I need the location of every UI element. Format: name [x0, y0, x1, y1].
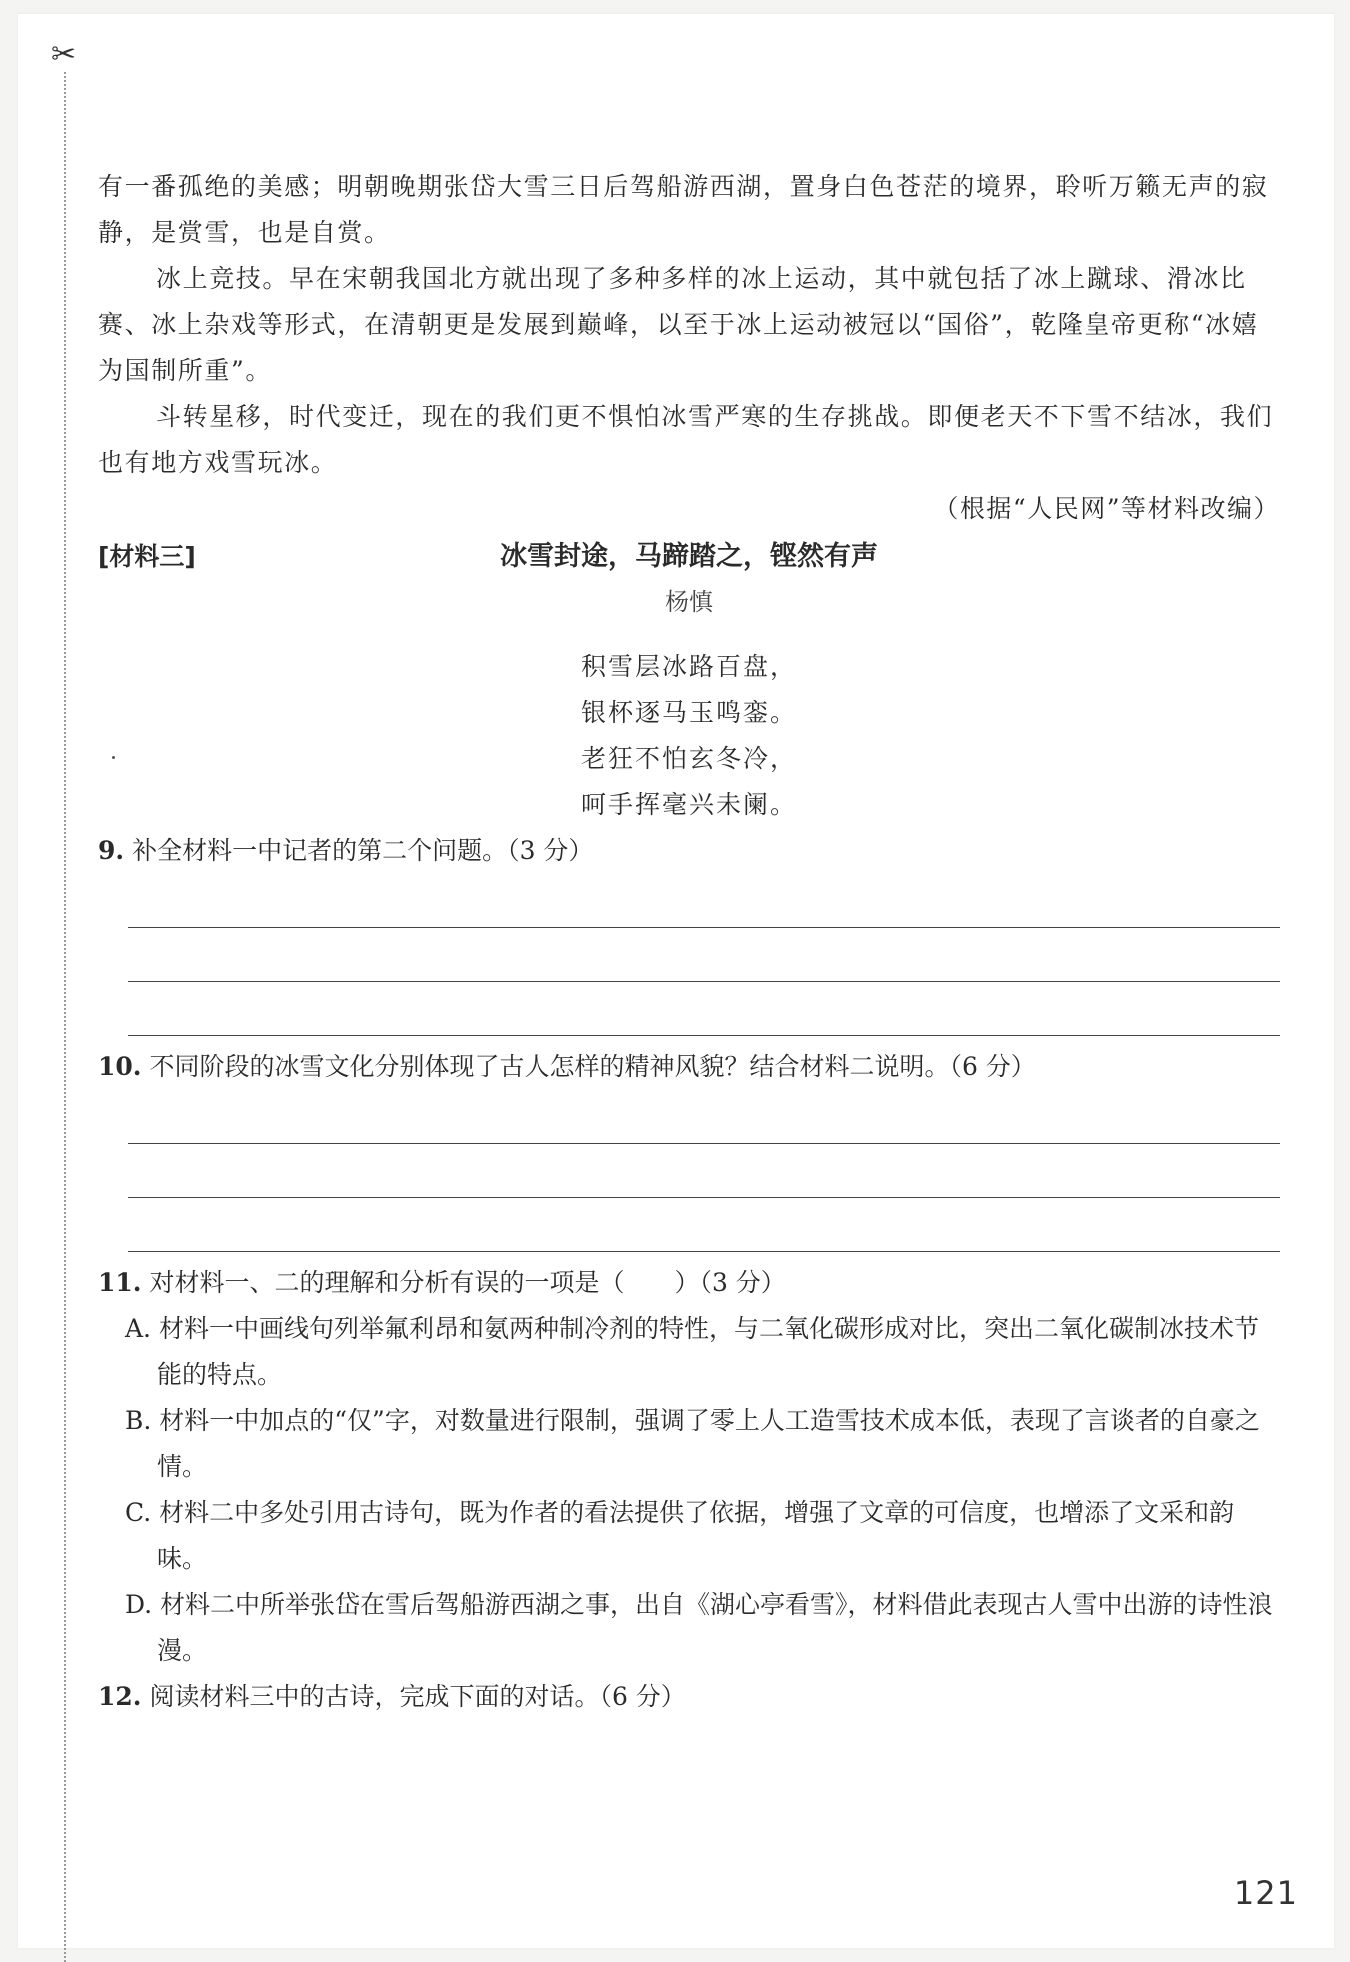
answer-area-10[interactable]: [128, 1090, 1280, 1252]
page-number: 121: [1233, 1874, 1298, 1912]
question-text: 阅读材料三中的古诗，完成下面的对话。（6 分）: [149, 1682, 686, 1711]
answer-line[interactable]: [128, 1090, 1280, 1144]
page: [18, 14, 1334, 1948]
poem-title: 冰雪封途，马蹄踏之，铿然有声: [500, 541, 878, 572]
material-3-header: [98, 534, 1280, 580]
answer-line[interactable]: [128, 928, 1280, 982]
passage-paragraph-1: 有一番孤绝的美感；明朝晚期张岱大雪三日后驾船游西湖，置身白色苍茫的境界，聆听万籁无声的寂静，是赏雪，也是自赏。: [98, 172, 1269, 247]
answer-line[interactable]: [128, 982, 1280, 1036]
option-d[interactable]: D. 材料二中所举张岱在雪后驾船游西湖之事，出自《湖心亭看雪》，材料借此表现古人雪中出游的诗性浪漫。: [125, 1590, 1273, 1665]
poem-line: 积雪层冰路百盘，: [580, 652, 797, 681]
question-number: 12.: [98, 1682, 142, 1711]
answer-line[interactable]: [128, 1144, 1280, 1198]
answer-line[interactable]: [128, 874, 1280, 928]
source-note: （根据“人民网”等材料改编）: [933, 494, 1280, 523]
question-number: 9.: [98, 836, 125, 865]
poem-author: 杨慎: [665, 588, 713, 616]
content: [98, 164, 1280, 1720]
question-9: [98, 828, 1280, 874]
cut-line: [64, 72, 66, 1962]
poem-line: 银杯逐马玉鸣銮。: [580, 698, 797, 727]
question-11: [98, 1260, 1280, 1306]
poem: [98, 644, 1280, 828]
question-text: 补全材料一中记者的第二个问题。（3 分）: [132, 836, 594, 865]
poem-line: 老狂不怕玄冬冷，: [580, 744, 797, 773]
question-number: 10.: [98, 1052, 142, 1081]
question-number: 11.: [98, 1268, 142, 1297]
question-12: [98, 1674, 1280, 1720]
option-a[interactable]: A. 材料一中画线句列举氟利昂和氨两种制冷剂的特性，与二氧化碳形成对比，突出二氧化碳制冰技术节能的特点。: [125, 1314, 1259, 1389]
passage-paragraph-3: 斗转星移，时代变迁，现在的我们更不惧怕冰雪严寒的生存挑战。即便老天不下雪不结冰，我们也有地方戏雪玩冰。: [98, 402, 1274, 477]
question-10: [98, 1044, 1280, 1090]
option-b[interactable]: B. 材料一中加点的“仅”字，对数量进行限制，强调了零上人工造雪技术成本低，表现了言谈者的自豪之情。: [125, 1406, 1260, 1481]
question-text: 对材料一、二的理解和分析有误的一项是（ ）（3 分）: [149, 1268, 786, 1297]
scissors-icon: ✂: [51, 37, 77, 72]
option-c[interactable]: C. 材料二中多处引用古诗句，既为作者的看法提供了依据，增强了文章的可信度，也增添了文采和韵味。: [125, 1498, 1235, 1573]
question-text: 不同阶段的冰雪文化分别体现了古人怎样的精神风貌？结合材料二说明。（6 分）: [149, 1052, 1036, 1081]
answer-area-9[interactable]: [128, 874, 1280, 1036]
answer-line[interactable]: [128, 1198, 1280, 1252]
material-3-label: [材料三]: [98, 542, 196, 571]
passage-paragraph-2: 冰上竞技。早在宋朝我国北方就出现了多种多样的冰上运动，其中就包括了冰上蹴球、滑冰比赛、冰上杂戏等形式，在清朝更是发展到巅峰，以至于冰上运动被冠以“国俗”，乾隆皇帝更称“冰嬉为国制所重”。: [98, 264, 1259, 385]
poem-line: 呵手挥毫兴未阑。: [580, 790, 797, 819]
